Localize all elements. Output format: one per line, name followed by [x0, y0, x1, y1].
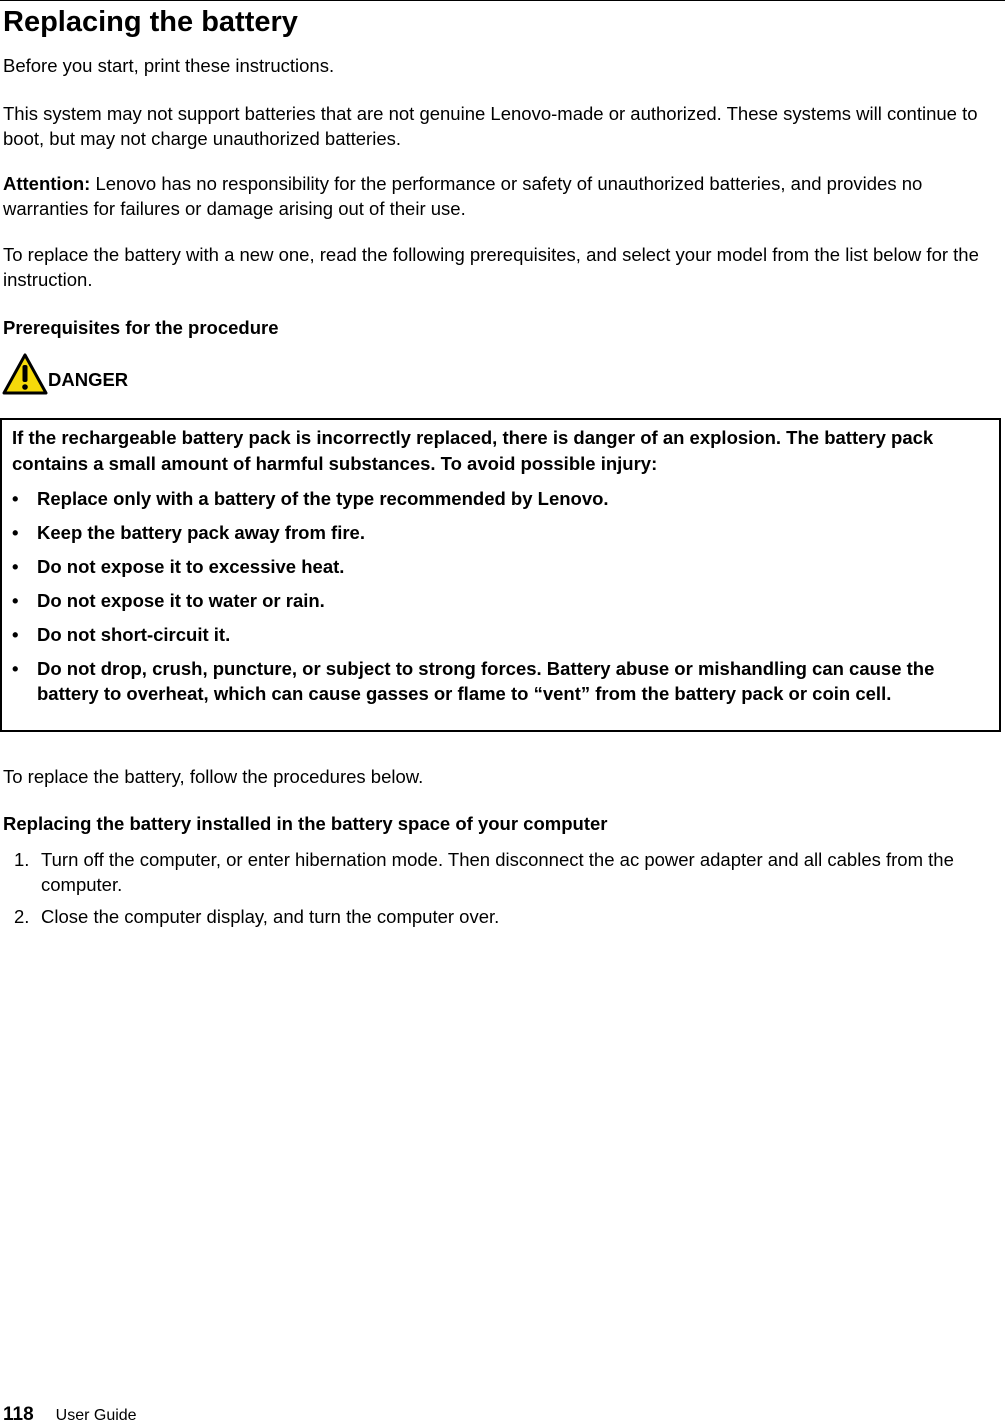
intro-print-note: Before you start, print these instructions.: [3, 55, 335, 76]
danger-box: [0, 418, 1001, 732]
danger-bullet-text: Do not expose it to water or rain.: [37, 590, 325, 611]
section-heading: Replacing the battery installed in the battery space of your computer: [3, 813, 608, 834]
guide-label: User Guide: [55, 1407, 137, 1424]
top-rule: [0, 0, 1005, 1]
danger-bullet-item: [12, 588, 997, 613]
bullet-icon: •: [12, 658, 19, 679]
bullet-icon: •: [12, 590, 19, 611]
prerequisites-heading: Prerequisites for the procedure: [3, 317, 279, 338]
bullet-icon: •: [12, 624, 19, 645]
danger-bullet-text: Do not expose it to excessive heat.: [37, 556, 345, 577]
danger-notice-header: [2, 350, 128, 396]
intro-unsupported-batteries: This system may not support batteries that are not genuine Lenovo-made or authorized. These systems will continue to boot, but may not charge unauthorized batteries.: [3, 103, 978, 149]
step-item: [14, 847, 999, 897]
danger-bullet-text: Do not short-circuit it.: [37, 624, 231, 645]
attention-label: Attention:: [3, 173, 91, 194]
page-number: 118: [3, 1404, 34, 1425]
danger-bullet-item: [12, 622, 997, 647]
procedure-intro: To replace the battery, follow the procedures below.: [3, 766, 424, 787]
step-item: [14, 904, 999, 929]
intro-replace-instructions: To replace the battery with a new one, read the following prerequisites, and select your model from the list below for the instruction.: [3, 244, 979, 290]
bullet-icon: •: [12, 522, 19, 543]
danger-bullet-item: [12, 520, 997, 545]
page-title: Replacing the battery: [3, 6, 298, 38]
warning-triangle-icon: [2, 352, 48, 396]
danger-bullet-text: Keep the battery pack away from fire.: [37, 522, 365, 543]
danger-bullet-item: [12, 656, 997, 706]
bullet-icon: •: [12, 556, 19, 577]
danger-bullet-text: Do not drop, crush, puncture, or subject to strong forces. Battery abuse or mishandling can cause the battery to overheat, which can cause gasses or flame to “vent” from the battery pack or coin cell.: [37, 658, 935, 704]
step-number: 1.: [14, 849, 30, 870]
attention-paragraph: [3, 171, 998, 221]
attention-text: Lenovo has no responsibility for the performance or safety of unauthorized batteries, and provides no warranties for failures or damage arising out of their use.: [3, 173, 923, 219]
bullet-icon: •: [12, 488, 19, 509]
danger-label: DANGER: [48, 369, 129, 390]
danger-bullet-item: [12, 554, 997, 579]
step-text: Turn off the computer, or enter hibernation mode. Then disconnect the ac power adapter and all cables from the computer.: [41, 849, 954, 895]
danger-bullet-item: [12, 486, 997, 511]
danger-bullet-text: Replace only with a battery of the type recommended by Lenovo.: [37, 488, 609, 509]
step-number: 2.: [14, 906, 30, 927]
danger-intro: If the rechargeable battery pack is incorrectly replaced, there is danger of an explosion. The battery pack contains a small amount of harmful substances. To avoid possible injury:: [12, 427, 934, 474]
page-footer: [3, 1404, 137, 1426]
step-text: Close the computer display, and turn the computer over.: [41, 906, 500, 927]
